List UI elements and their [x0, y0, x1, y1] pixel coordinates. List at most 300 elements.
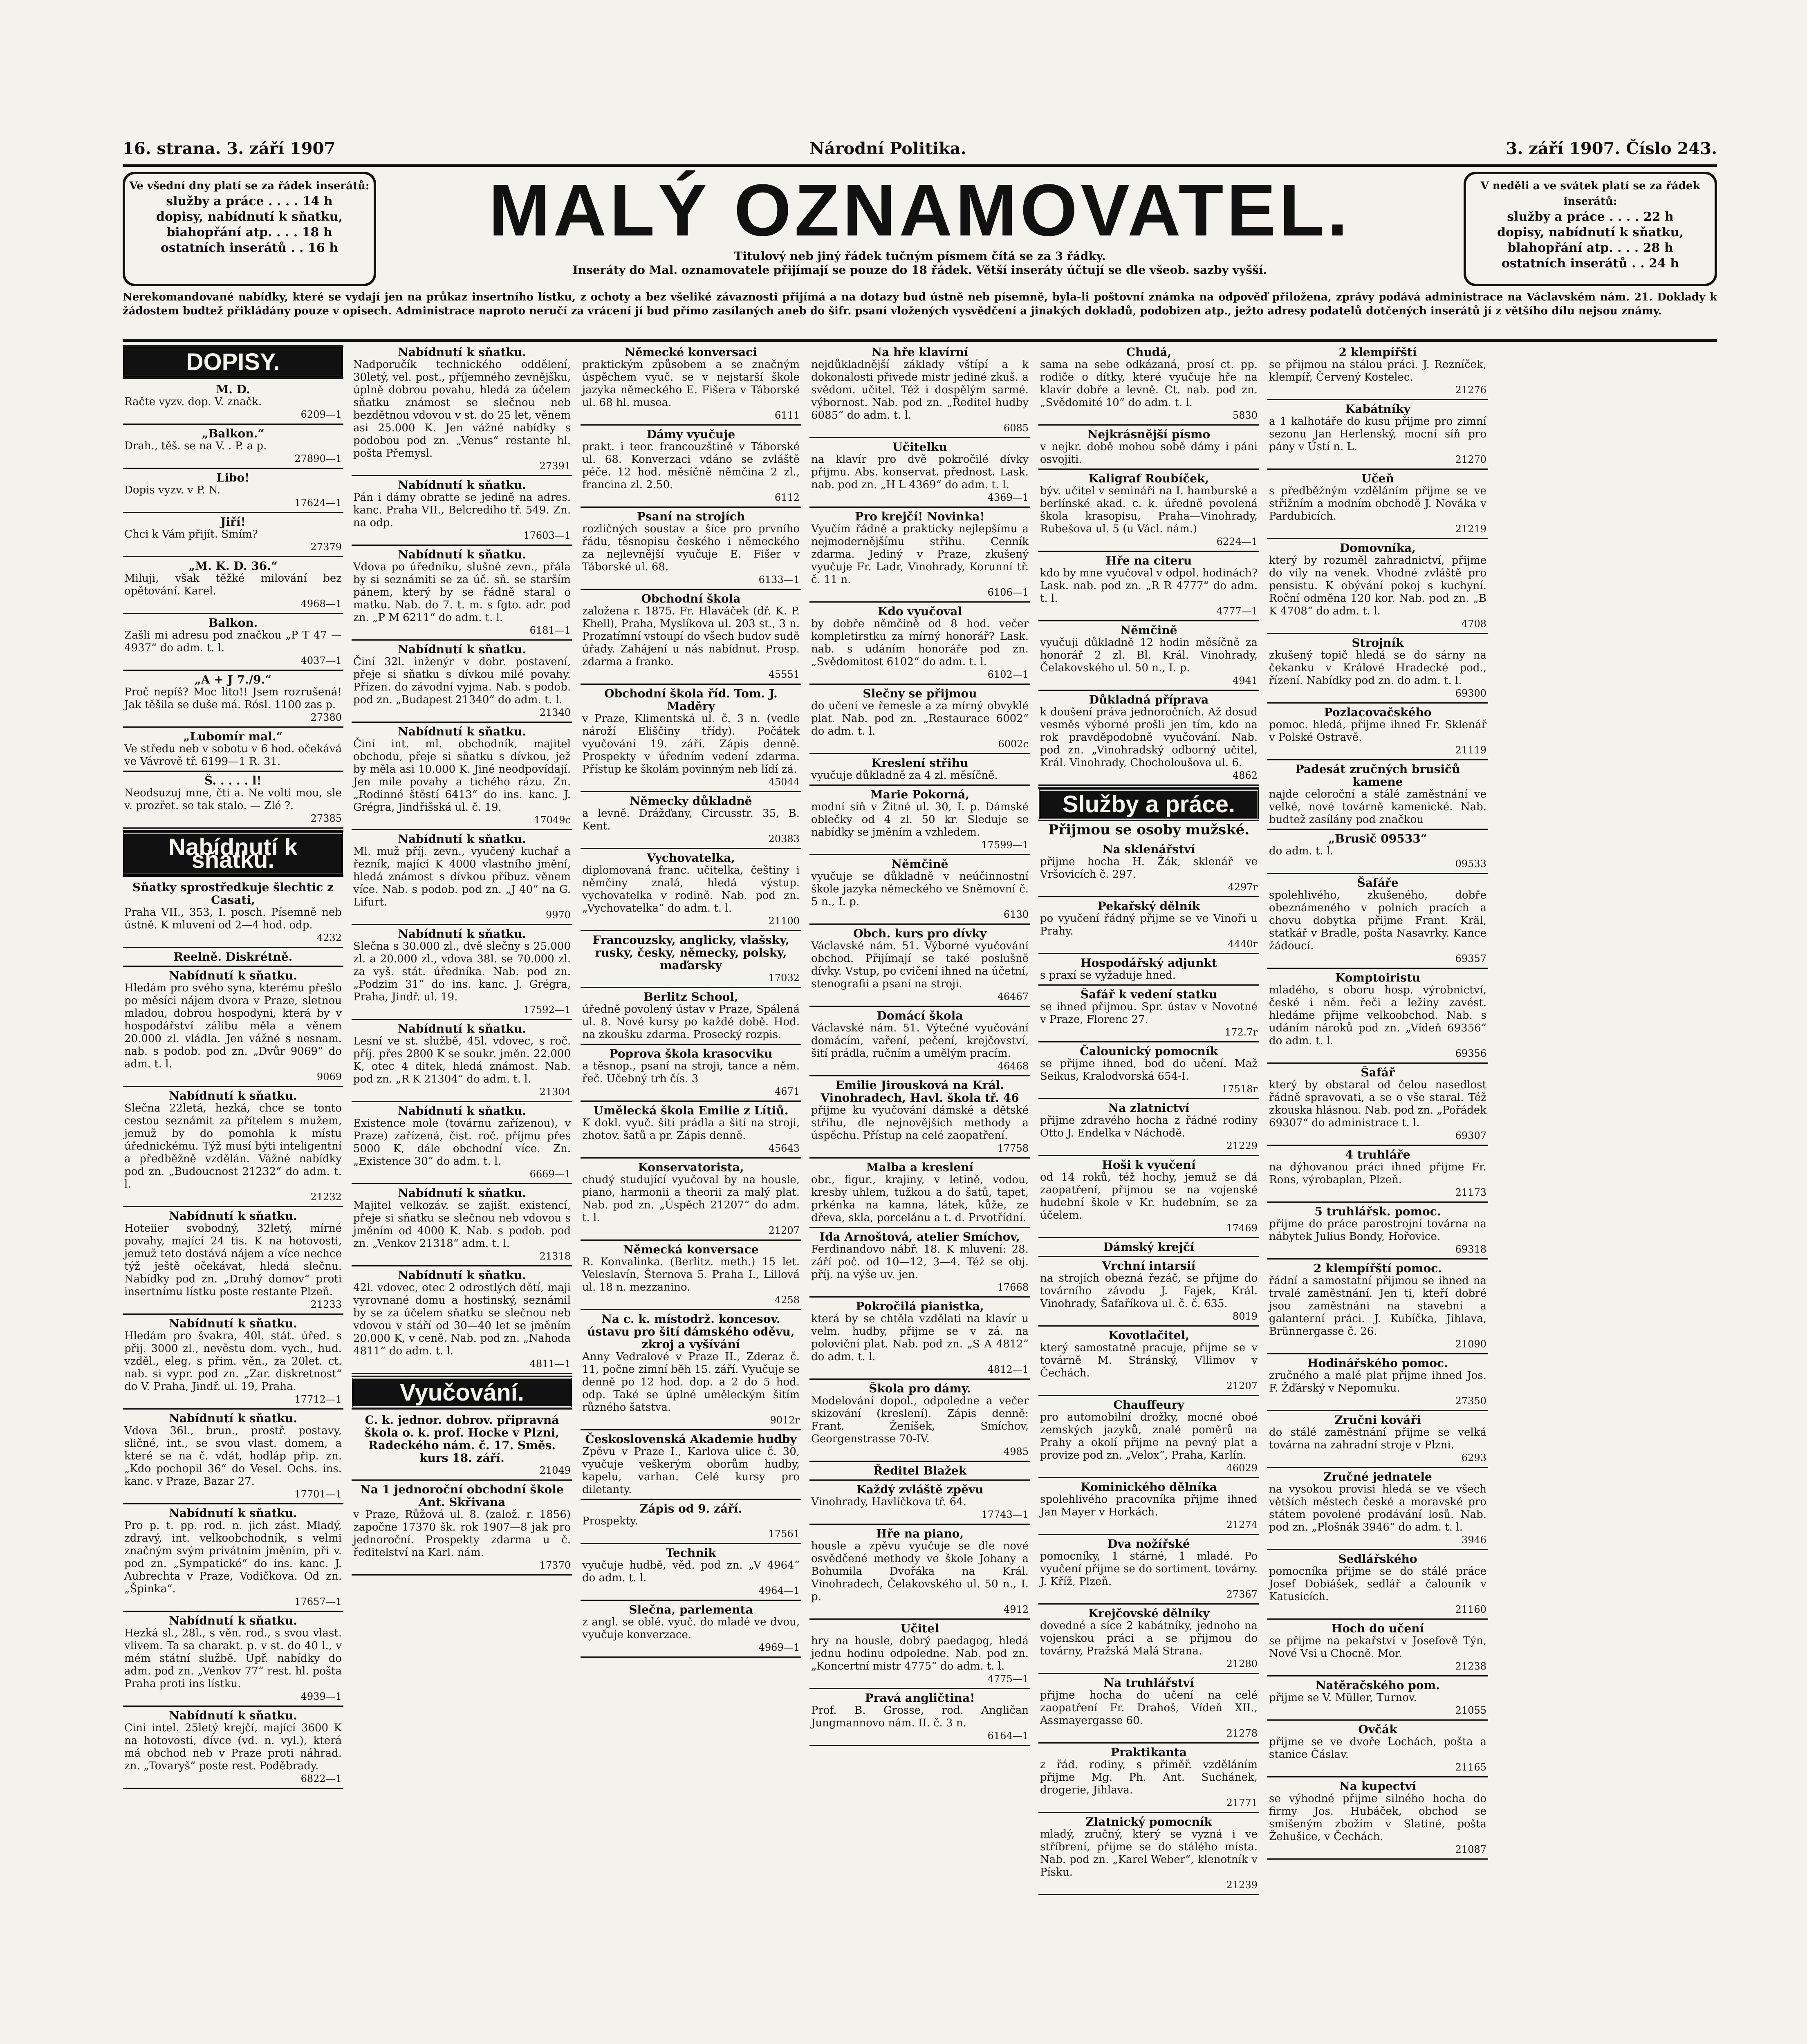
- classified-ad: [1038, 1813, 1259, 1895]
- ad-heading: Nabídnutí k sňatku.: [398, 1269, 526, 1282]
- classified-ad: [352, 925, 572, 1020]
- ad-number: 21173: [1455, 1187, 1486, 1198]
- ad-body: Ve středu neb v sobotu v 6 hod. očekává ve Vávrově tř. 6199—1 R. 31.: [124, 743, 342, 768]
- weekday-rates-box: [123, 172, 376, 286]
- classified-ad: [1267, 1203, 1488, 1260]
- administration-notice: Nerekomandované nabídky, které se vydají jen na průkaz insertního lístku, z ochoty a bez všeliké závaznosti přijímá a na dotazy bud ústně neb písemně, byla-li poštovní známka na odpověď přiložena, zprávy podává administrace na Václavském nám. 21. Doklady k žádostem budtež přikládány pouze v opisech. Administrace naproto neručí za vrácení jí bud přímo zasílaných aneb do šifr. psaní vložených vysvědčení a jinakých dokladů, podobizen atp., ježto adresy podatelů dotčených inserátů jí z většího dílu nejsou známy.: [123, 291, 1717, 317]
- ad-body: a těsnop., psaní na stroji, tance a něm. řeč. Učebný trh čís. 3: [582, 1060, 800, 1085]
- classified-ad: [123, 1087, 343, 1207]
- ad-body: Neodsuzuj mne, čti a. Ne volti mou, sle v. prozřet. se tak stalo. — Zlé ?.: [124, 787, 342, 812]
- ad-body: pomoc. hledá, přijme ihned Fr. Sklenář v Polské Ostravě.: [1269, 719, 1486, 744]
- ad-number: 17049c: [534, 814, 571, 826]
- ad-heading: Čalounický pomocník: [1080, 1044, 1218, 1058]
- section-heading-sluzby: Služby a práce.: [1038, 789, 1259, 820]
- classified-ad: [352, 1266, 572, 1374]
- ad-heading: Sedlářského: [1338, 1552, 1417, 1566]
- ad-number: 17712—1: [294, 1394, 342, 1405]
- ad-heading: Kaligraf Roubíček,: [1088, 472, 1209, 485]
- ad-body: Hledám pro švakra, 40l. stát. úřed. s přij. 3000 zl., nevěstu dom. vych., hud. vzděl., eleg. s přim. věn., za 20let. ct. nab. si vypr. pod zn. „Zar. diskretnost“ do V. Praha, Jindř. ul. 19, Praha.: [124, 1330, 342, 1393]
- ad-body: v Praze, Klimentská ul. č. 3 n. (vedle nároží Eliščiny třídy). Počátek vyučování 19. září. Zápis denně. Prospekty v úředním vedení zdarma. Přístup ke školám povinným neb lídí zá.: [582, 713, 800, 775]
- ad-heading: Š. . . . . l!: [204, 774, 262, 787]
- ad-heading: Chudá,: [1126, 345, 1172, 359]
- ad-number: 17668: [997, 1282, 1029, 1293]
- ad-body: spolehlivého, zkušeného, dobře obeznámeného v polních pracích a chovu dobytka přijme Frant. Kräl, statkář v Bradle, pošta Nasavrky. Kance žádoucí.: [1269, 889, 1486, 952]
- ad-number: 4985: [1003, 1446, 1029, 1457]
- ad-body: Majitel velkozáv. se zajišt. existencí, přeje si sňatku se slečnou neb vdovou s jměním od 4000 K. Nab. s podob. pod zn. „Venkov 21318“ adm. t. l.: [353, 1199, 571, 1250]
- ad-number: 17701—1: [294, 1488, 342, 1500]
- classified-ad: [1038, 691, 1259, 786]
- ad-body: pro automobilní drožky, mocné oboé zemských jazyků, znalé poměrů na Prahy a okolí přijme na pevný plat a provize pod zn. „Velox“, Praha, Karlín.: [1040, 1411, 1258, 1461]
- ad-heading: Nabídnutí k sňatku.: [398, 1186, 526, 1200]
- ad-body: rozličných soustav a šíce pro prvního řádu, těsnopisu českého i německého za nejlevnější vyučuje E. Fišer v Táborské ul. 68.: [582, 523, 800, 573]
- ad-heading: Nabídnutí k sňatku.: [398, 832, 526, 846]
- ad-body: Činí int. ml. obchodník, majitel obchodu, přeje si sňatku s dívkou, jež by měla asi 10.000 K. Jiné neodpovídají. Jen mile povahy a tichého rázu. Zn. „Rodinné štěstí 6413“ do ins. kanc. J. Grégra, Jindřišská ul. č. 19.: [353, 738, 571, 814]
- classified-ad: [1267, 1064, 1488, 1146]
- section-heading-snatky: Nabídnutí k sňatku.: [123, 832, 343, 875]
- ad-number: 21090: [1455, 1338, 1486, 1350]
- ad-number: 21219: [1455, 523, 1486, 535]
- ad-body: do učení ve řemesle a za mírný obvyklé plat. Nab. pod zn. „Restaurace 6002“ do adm. t. l.: [811, 700, 1029, 737]
- ad-number: 17592—1: [523, 1004, 571, 1015]
- ad-number: 21233: [310, 1299, 342, 1310]
- ad-heading: Slečny se přijmou: [863, 687, 977, 700]
- weekday-rate-line: ostatních inserátů . . 16 h: [160, 241, 339, 255]
- ad-body: po vyučení řádný přijme se ve Vinoři u Prahy.: [1040, 912, 1258, 937]
- classified-ad: [581, 1544, 801, 1601]
- ad-heading: „A + J 7./9.“: [194, 673, 272, 686]
- ad-number: 27350: [1455, 1395, 1486, 1407]
- ad-body: Slečna 22letá, hezká, chce se tonto cestou seznámit za přítelem s mužem, jemuž by do pomohla k místu úřednickému. Týž musí býti inteligentní a předběžně vzdělán. Vážné nabídky pod zn. „Budoucnost 21232“ do adm. t. l.: [124, 1102, 342, 1190]
- ad-heading: Malba a kreslení: [866, 1161, 974, 1174]
- classified-ad: [1267, 1354, 1488, 1411]
- classified-ad: [809, 1228, 1030, 1298]
- classified-ad: [1038, 897, 1259, 954]
- classified-ad: [581, 1045, 801, 1102]
- ad-number: 9069: [316, 1071, 342, 1083]
- ad-heading: Německé konversaci: [625, 345, 757, 359]
- ad-number: 21304: [539, 1086, 571, 1098]
- ad-number: 6106—1: [987, 587, 1029, 598]
- ad-heading: C. k. jednor. dobrov. připravná škola o. k. prof. Hocke v Plzni, Radeckého nám. č. 17. Směs. kurs 18. září.: [365, 1413, 559, 1465]
- ad-number: 6164—1: [987, 1730, 1029, 1741]
- ad-heading: Kreslení střihu: [871, 756, 969, 770]
- ad-heading: Technik: [666, 1546, 716, 1560]
- classified-ad: [1267, 1260, 1488, 1354]
- ad-body: sama na sebe odkázaná, prosí ct. pp. rodiče o dítky, které vyučuje hře na klavír dobře a levně. Ct. nab. pod zn. „Svědomité 10“ do adm. t. l.: [1040, 359, 1258, 409]
- classified-ad: [352, 723, 572, 830]
- ad-number: 8019: [1232, 1311, 1258, 1322]
- ad-heading: Pokročilá pianistka,: [856, 1300, 984, 1313]
- ad-heading: 2 klempířští pomoc.: [1313, 1262, 1442, 1275]
- classified-ad: [352, 1020, 572, 1102]
- ad-number: 21055: [1455, 1705, 1486, 1716]
- classified-columns: [123, 343, 1717, 2044]
- ad-body: v nejkr. době mohou sobě dámy i páni osvojiti.: [1040, 441, 1258, 466]
- classified-ad: [1038, 986, 1259, 1042]
- ad-number: 9970: [545, 909, 571, 921]
- ad-heading: Natěračského pom.: [1316, 1679, 1440, 1692]
- ad-number: 21278: [1226, 1728, 1258, 1739]
- holiday-rates-box: [1464, 172, 1717, 286]
- ad-number: 21318: [539, 1251, 571, 1262]
- classified-ad: [809, 508, 1030, 603]
- ad-heading: Kovotlačitel,: [1108, 1329, 1189, 1342]
- ad-heading: Nabídnutí k sňatku.: [169, 1412, 297, 1425]
- ad-body: na vysokou provisi hledá se ve všech větších městech české a moravské pro státem povolené prodávání losů. Nab. pod zn. „Plošnák 3946“ do adm. t. l.: [1269, 1483, 1486, 1533]
- classified-ad: [123, 614, 343, 671]
- weekday-rate-line: dopisy, nabídnutí k sňatku,: [156, 210, 343, 224]
- ad-heading: Nabídnutí k sňatku.: [398, 1022, 526, 1035]
- ad-number: 17032: [768, 972, 800, 984]
- classified-ad: [1038, 1535, 1259, 1605]
- classified-ad: [123, 671, 343, 728]
- ad-heading: Německy důkladně: [630, 794, 752, 808]
- masthead-sub2: Inseráty do Mal. oznamovatele přijímají se pouze do 18 řádek. Větší inseráty účtují se dle všeob. sazby vyšší.: [572, 263, 1267, 277]
- column-1-ads: [123, 381, 343, 829]
- ad-heading: Každý zvláště zpěvu: [856, 1483, 984, 1496]
- ad-heading: Šafář: [1361, 1066, 1395, 1079]
- ad-number: 21276: [1455, 384, 1486, 396]
- header-left: 16. strana. 3. září 1907: [123, 139, 336, 158]
- classified-ad: [1038, 343, 1259, 426]
- masthead-sub1: Titulový neb jiný řádek tučným písmem čítá se za 3 řádky.: [734, 249, 1106, 263]
- classified-ad: [1267, 760, 1488, 830]
- ad-body: hry na housle, dobrý paedagog, hledá jednu hodinu odpoledne. Nab. pod zn. „Koncertní mistr 4775“ do adm. t. l.: [811, 1635, 1029, 1672]
- ad-body: Račte vyzv. dop. V. značk.: [124, 396, 262, 408]
- column-5-ads: [1038, 343, 1259, 786]
- ad-number: 21280: [1226, 1658, 1258, 1670]
- ad-heading: Hře na citeru: [1105, 554, 1192, 567]
- ad-heading: Nabídnutí k sňatku.: [169, 1614, 297, 1627]
- classified-ad: [809, 786, 1030, 855]
- ad-heading: Ředitel Blažek: [873, 1464, 966, 1477]
- classified-ad: [1267, 874, 1488, 969]
- ad-heading: Německá konversace: [623, 1243, 759, 1256]
- ad-heading: Jiří!: [220, 515, 246, 529]
- classified-ad: [352, 343, 572, 476]
- ad-body: housle a zpěvu vyučuje se dle nové osvědčené methody ve škole Johany a Bohumila Dvořáka na Král. Vinohradech, Čelakovského ul. 50 n., I. p.: [811, 1540, 1029, 1603]
- ad-number: 6181—1: [529, 625, 571, 636]
- ad-body: dovedné a síce 2 kabátníky, jednoho na vojenskou práci a se přijmou do továrny, Pražská Malá Strana.: [1040, 1620, 1258, 1657]
- classified-ad: [1038, 954, 1259, 986]
- classified-ad: [352, 1184, 572, 1266]
- ad-heading: Zručné jednatele: [1323, 1470, 1432, 1484]
- ad-number: 6293: [1461, 1452, 1486, 1464]
- weekday-rate-line: biahopřání atp. . . . 18 h: [166, 225, 332, 240]
- ad-body: který by obstaral od čelou nasedlost řádně spravovati, a se o vše staral. Též zkouska hlásnou. Nab. pod zn. „Pořádek 69307“ do administrace t. l.: [1269, 1079, 1486, 1129]
- ad-heading: Ida Arnoštová, atelier Smíchov,: [819, 1230, 1020, 1244]
- ad-heading: Dámský krejčí: [1103, 1240, 1195, 1254]
- column-5b-ads: [1038, 840, 1259, 1895]
- ad-number: 21100: [768, 915, 800, 927]
- ad-heading: Na kupectví: [1339, 1780, 1416, 1793]
- column-2-ads: [352, 343, 572, 1374]
- classified-ad: [1038, 1257, 1259, 1327]
- ad-heading: „Lubomír mal.“: [183, 730, 283, 743]
- classified-ad: [352, 476, 572, 546]
- ad-heading: M. D.: [216, 383, 250, 396]
- ad-heading: Hře na piano,: [876, 1527, 964, 1540]
- classified-ad: [581, 1601, 801, 1658]
- classified-ad: [809, 1462, 1030, 1481]
- ad-heading: Slečna, parlementa: [629, 1603, 753, 1616]
- classified-ad: [123, 557, 343, 614]
- ad-number: 172.7r: [1224, 1026, 1258, 1038]
- ad-heading: Marie Pokorná,: [870, 788, 970, 801]
- ad-body: na dýhovanou práci ihned přijme Fr. Rons, výrobaplan, Plzeň.: [1269, 1161, 1486, 1186]
- classified-ad: [1038, 552, 1259, 621]
- ad-number: 6822—1: [300, 1773, 342, 1784]
- ad-number: 45643: [768, 1143, 800, 1154]
- ad-heading: Kominického dělníka: [1081, 1480, 1217, 1494]
- ad-number: 69318: [1455, 1244, 1486, 1255]
- ad-heading: Na c. k. místodrž. koncesov. ústavu pro šití dámského oděvu, zkroj a vyšívání: [587, 1312, 795, 1351]
- ad-heading: Domácí škola: [877, 1009, 963, 1022]
- classified-ad: [809, 1380, 1030, 1462]
- ad-body: praktickým způsobem a se značným úspěchem vyuč. se v nejstarší škole jazyka německého E. Fišera v Táborské ul. 68 hl. musea.: [582, 359, 800, 409]
- classified-ad: [1038, 1478, 1259, 1535]
- ad-number: 4369—1: [987, 492, 1029, 503]
- classified-ad: [1267, 634, 1488, 704]
- ad-body: Proč nepíš? Moc lito!! Jsem rozrušená! Jak těšila se duše má. Rósl. 1100 zas p.: [124, 686, 342, 711]
- ad-number: 27367: [1226, 1589, 1258, 1600]
- ad-body: vyučuje důkladně za 4 zl. měsíčně.: [811, 769, 998, 782]
- ad-body: modní síň v Žitné ul. 30, I. p. Dámské oblečky od 4 zl. 50 kr. Sleduje se nabídky se jměním a vzhledem.: [811, 801, 1029, 838]
- classified-ad: [1038, 426, 1259, 470]
- ad-body: kdo by mne vyučoval v odpol. hodinách? Lask. nab. pod zn. „R R 4777“ do adm. t. l.: [1040, 567, 1258, 605]
- ad-heading: Reelně. Diskrétně.: [173, 950, 293, 964]
- ad-body: která by se chtěla vzdělati na klavír u velm. hudby, přijme se v zá. na poloviční plat. Nab. pod zn. „S A 4812“ do adm. t. l.: [811, 1313, 1029, 1363]
- ad-body: Vdova 36l., brun., prostř. postavy, sličné, int., se svou vlast. domem, a které se na č. vdát, hodláp přip. zn. „Kdo pochopil 36“ do Vesel. Ochs. ins. kanc. v Praze, Bazar 27.: [124, 1425, 342, 1488]
- classified-ad: [1038, 1674, 1259, 1744]
- classified-ad: [581, 1500, 801, 1544]
- classified-ad: [123, 513, 343, 557]
- ad-body: by dobře němčině od 8 hod. večer kompletirstku za mírný honorář? Lask. nab. s udáním honoráře pod zn. „Svědomitost 6102“ do adm. t. l.: [811, 618, 1029, 668]
- classified-ad: [1267, 830, 1488, 874]
- ad-body: přijme se V. Müller, Turnov.: [1269, 1692, 1417, 1704]
- ad-number: 4775—1: [987, 1673, 1029, 1685]
- classified-ad: [1038, 840, 1259, 897]
- ad-heading: Kabátníky: [1345, 402, 1410, 416]
- ad-heading: Československá Akademie hudby: [585, 1432, 797, 1446]
- ad-number: 27385: [310, 813, 342, 824]
- ad-heading: Na 1 jednoroční obchodní škole Ant. Skřivana: [360, 1483, 564, 1509]
- ad-body: který samostatně pracuje, přijme se v továrně M. Stránský, Vllimov v Čechách.: [1040, 1342, 1258, 1379]
- ad-number: 17469: [1226, 1222, 1258, 1234]
- classified-ad: [581, 931, 801, 988]
- ad-heading: Dámy vyučuje: [646, 428, 735, 441]
- ad-body: mladého, s oboru hosp. výrobnictví, české i něm. řeči a ležiny zavést. hledáme přijme velkoobchod. Nab. s udáním nároků pod zn. „Vídeň 69356“ do adm. t. l.: [1269, 984, 1486, 1047]
- ad-body: Cini intel. 25letý krejčí, mající 3600 K na hotovosti, dívce (vd. n. vyl.), která má obchod neb v Praze proti náhrad. zn. „Tovaryš“ poste rest. Poděbrady.: [124, 1722, 342, 1772]
- classified-ad: [1267, 1411, 1488, 1468]
- ad-body: Pro p. t. pp. rod. n. jich zást. Mladý, zdravý, int. velkoobchodník, s velmi značným svým privátním jměním, při v. pod zn. „Sympatické“ do ins. kanc. J. Aubrechta v Praze, Vodičkova. Od zn. „Špinka“.: [124, 1520, 342, 1595]
- ad-body: diplomovaná franc. učitelka, češtiny i němčiny znalá, hledá výstup. vychovatelka v rodině. Nab. pod zn. „Vychovatelka“ do adm. t. l.: [582, 864, 800, 914]
- ad-number: 17603—1: [523, 530, 571, 541]
- ad-body: Ml. muž příj. zevn., vyučený kuchař a řezník, mající K 4000 vlastního jmění, hledá známost s dívkou příbuz. věnem více. Nab. s podob. pod zn. „J 40“ na G. Lifurt.: [353, 845, 571, 908]
- ad-heading: Nabídnutí k sňatku.: [169, 1089, 297, 1103]
- column-4: [809, 343, 1030, 2044]
- ad-body: pomocníka přijme se do stálé práce Josef Dobiášek, sedlář a čalouník v Katusicích.: [1269, 1565, 1486, 1603]
- ad-number: 46468: [997, 1060, 1029, 1072]
- ad-number: 17758: [997, 1143, 1029, 1154]
- ad-heading: Hoch do učení: [1331, 1622, 1424, 1635]
- ad-number: 27890—1: [294, 453, 342, 464]
- classified-ad: [352, 1411, 572, 1481]
- classified-ad: [123, 1612, 343, 1707]
- ad-number: 21160: [1455, 1604, 1486, 1615]
- ad-number: 27379: [310, 541, 342, 553]
- ad-number: 6102—1: [987, 669, 1029, 680]
- ad-number: 69356: [1455, 1048, 1486, 1059]
- ad-body: do stálé zaměstnání přijme se velká továrna na zahradní stroje v Plzni.: [1269, 1426, 1486, 1451]
- ad-heading: Krejčovské dělníky: [1088, 1607, 1210, 1620]
- ad-body: se ihned přijmou. Spr. ústav v Novotné v Praze, Florenc 27.: [1040, 1001, 1258, 1026]
- classified-ad: [581, 1102, 801, 1159]
- classified-ad: [352, 830, 572, 925]
- ad-number: 69307: [1455, 1130, 1486, 1141]
- ad-number: 17370: [539, 1560, 571, 1571]
- ad-body: a levně. Drážďany, Circusstr. 35, B. Kent.: [582, 807, 800, 832]
- classified-ad: [352, 641, 572, 723]
- ad-body: k doušení práva jednoročních. Až dosud vesměs výborné prošli jen tím, kdo na rok pravděpodobně vyučování. Nab. pod zn. „Vinohradský odborný učitel, Král. Vinohrady, Chocholoušova ul. 6.: [1040, 706, 1258, 769]
- holiday-rate-line: ostatních inserátů . . 24 h: [1501, 256, 1679, 271]
- ad-number: 6130: [1003, 909, 1029, 920]
- ad-number: 4964—1: [758, 1585, 800, 1596]
- ad-body: Pán i dámy obratte se jedině na adres. kanc. Praha VII., Belcrediho tř. 549. Zn. na odp.: [353, 491, 571, 529]
- ad-body: Existence mole (továrnu zařízenou), v Praze) zařízená, čist. roč. příjmu přes 5000 K, dále obchodní více. Zn. „Existence 30“ do adm. t. l.: [353, 1117, 571, 1168]
- classified-ad: [809, 1525, 1030, 1620]
- classified-ad: [581, 849, 801, 931]
- weekday-rate-line: služby a práce . . . . 14 h: [166, 194, 333, 208]
- masthead-title: MALÝ OZNAMOVATEL.: [489, 169, 1351, 251]
- ad-body: 42l. vdovec, otec 2 odrostlých dětí, maji vyrovnané domu a hostinský, seznámil by se za účelem sňatku se slečnou neb vdovou v stáří od 30—40 let se jměním 20.000 K, v ceně. Nab. pod zn. „Nahoda 4811“ do adm. t. l.: [353, 1282, 571, 1357]
- page-header: [123, 139, 1717, 164]
- classified-ad: [1267, 1676, 1488, 1721]
- ad-number: 69357: [1455, 953, 1486, 964]
- ad-heading: Berlitz School,: [643, 990, 738, 1004]
- header-rule: [123, 164, 1717, 167]
- ad-body: chudý studující vyučoval by na housle, piano, harmonii a theorii za malý plat. Nab. pod zn. „Úspěch 21207“ do adm. t. l.: [582, 1174, 800, 1224]
- ad-body: na strojích obezná řezáč, se přijme do továrního závodu J. Fajek, Král. Vinohrady, Šafaříkova ul. č. č. 635.: [1040, 1272, 1258, 1310]
- ad-heading: Na zlatnictví: [1108, 1101, 1190, 1115]
- ad-heading: Chauffeury: [1113, 1398, 1184, 1412]
- ad-number: 4671: [774, 1086, 800, 1097]
- ad-body: Drah., těš. se na V. . P. a p.: [124, 440, 267, 452]
- ad-body: Chci k Vám přijít. Smím?: [124, 528, 258, 540]
- ad-heading: Nabídnutí k sňatku.: [398, 548, 526, 561]
- section-heading-dopisy: DOPISY.: [123, 347, 343, 377]
- column-1: [123, 343, 343, 2044]
- ad-heading: Na sklenářství: [1103, 843, 1195, 856]
- subsection-heading-prijmou: Přijmou se osoby mužské.: [1048, 822, 1250, 838]
- ad-number: 4939—1: [300, 1691, 342, 1702]
- classified-ad: [809, 1007, 1030, 1076]
- ad-heading: 2 klempířští: [1338, 345, 1417, 359]
- ad-heading: Nabídnutí k sňatku.: [398, 725, 526, 738]
- ad-heading: Emilie Jirousková na Král. Vinohradech, Havl. škola tř. 46: [821, 1078, 1019, 1105]
- ad-body: býv. učitel v semináři na I. hamburské a berlínské akad. c. k. úředně povolená škola krasopisu, Praha—Vinohrady, Rubešova ul. 5 (u Václ. nám.): [1040, 485, 1258, 535]
- ad-heading: Nabídnutí k sňatku.: [169, 1506, 297, 1520]
- classified-ad: [1038, 1605, 1259, 1674]
- ad-heading: Němčině: [1120, 623, 1177, 637]
- ad-body: se přijmou na stálou práci. J. Rezníček, klempíř, Červený Kostelec.: [1269, 359, 1486, 383]
- ad-body: vyučuje se důkladně v neúčinnostní škole jazyka německého ve Sněmovní č. 5 n., I. p.: [811, 870, 1029, 908]
- ad-number: 21771: [1226, 1797, 1258, 1809]
- ad-body: pomocníky, 1 stárné, 1 mladé. Po vyučení přijme se do sortiment. továrny. J. Kříž, Plzeň.: [1040, 1550, 1258, 1588]
- ad-heading: Poprova škola krasocviku: [609, 1047, 773, 1060]
- ad-number: 21238: [1455, 1661, 1486, 1672]
- newspaper-page: [123, 139, 1717, 2044]
- ad-number: 27391: [539, 460, 571, 472]
- classified-ad: [581, 590, 801, 685]
- ad-number: 9012r: [770, 1414, 800, 1426]
- ad-body: z řád. rodiny, s přiměř. vzděláním přijme Mg. Ph. Ant. Suchánek, drogerie, Jihlava.: [1040, 1759, 1258, 1796]
- ad-heading: Nejkrásnější písmo: [1087, 428, 1211, 441]
- ad-heading: Šafář k vedení statku: [1081, 988, 1217, 1001]
- ad-body: přijme hocha H. Žák, sklenář ve Vršovicích č. 297.: [1040, 856, 1258, 881]
- ad-number: 6111: [774, 410, 800, 421]
- ad-body: s předběžným vzděláním přijme se ve střižním a modním obchodě J. Nováka v Pardubicích.: [1269, 485, 1486, 522]
- ad-heading: Důkladná příprava: [1089, 693, 1209, 706]
- classified-ad: [581, 1310, 801, 1430]
- ad-heading: Hospodářský adjunkt: [1081, 956, 1217, 970]
- ad-heading: Hoši k vyučení: [1102, 1158, 1196, 1172]
- ad-heading: Nabídnutí k sňatku.: [169, 1317, 297, 1330]
- ad-body: spolehlivého pracovníka přijme ihned Jan Mayer v Horkách.: [1040, 1493, 1258, 1518]
- ad-number: 21274: [1226, 1519, 1258, 1531]
- column-6-ads: [1267, 343, 1488, 1860]
- ad-number: 21207: [768, 1225, 800, 1236]
- banner-rule: [123, 339, 1717, 342]
- ad-body: přijme ku vyučování dámské a dětské střihu, dle nejnovějších methody a úspěchu. Přístup na celé zaopatření.: [811, 1104, 1029, 1142]
- ad-body: úředně povolený ústav v Praze, Spálená ul. 8. Nové kursy po každé době. Hod. na zkoušku zdarma. Prosecký rozpis.: [582, 1003, 800, 1041]
- ad-number: 4912: [1003, 1604, 1029, 1615]
- ad-body: Nadporučík technického oddělení, 30letý, vel. post., příjemného zevnějšku, úplně dobrou povahu, hledá za účelem sňatku známost se slečnou neb bezdětnou vdovou v st. do 25 let, věnem asi 25.000 K. Jen vážné nabídky s podobou pod zn. „Venus“ restante hl. pošta Přemysl.: [353, 359, 571, 459]
- classified-ad: [123, 1410, 343, 1504]
- ad-body: Prof. B. Grosse, rod. Angličan Jungmannovo nám. II. č. 3 n.: [811, 1704, 1029, 1729]
- ad-body: Slečna s 30.000 zl., dvě slečny s 25.000 zl. a 20.000 zl., vdova 38l. se 70.000 zl. za vyš. stát. úředníka. Nab. pod zn. „Podzim 31“ do ins. kanc. J. Grégra, Praha, Jindř. ul. 19.: [353, 940, 571, 1003]
- classified-ad: [1267, 1777, 1488, 1860]
- ad-heading: Sňatky sprostředkuje šlechtic z Casati,: [132, 881, 334, 907]
- ad-heading: Francouzsky, anglicky, vlašsky, rusky, česky, německy, polsky, maďarsky: [592, 933, 789, 972]
- ad-heading: Balkon.: [208, 616, 258, 630]
- classified-ad: [581, 426, 801, 508]
- ad-number: 69300: [1455, 688, 1486, 699]
- classified-ad: [1038, 470, 1259, 552]
- ad-number: 17624—1: [294, 497, 342, 509]
- ad-heading: Hodinářského pomoc.: [1307, 1356, 1448, 1370]
- classified-ad: [581, 792, 801, 849]
- classified-ad: [1267, 1146, 1488, 1203]
- holiday-rates-title: V neděli a ve svátek platí se za řádek inserátů:: [1480, 180, 1700, 208]
- weekday-rates-title: Ve všední dny platí se za řádek inserátů:: [129, 180, 370, 192]
- ad-body: Václavské nám. 51. Výborné vyučování obchod. Přijímají se také poslušně dívky. Vstup, po cvičení ihned na účetní, stenografii a psaní na stroji.: [811, 940, 1029, 990]
- ad-body: se přijme na pekařství v Josefově Týn, Nové Vsi u Chocně. Mor.: [1269, 1635, 1486, 1660]
- classified-ad: [809, 1159, 1030, 1228]
- classified-ad: [1038, 1238, 1259, 1257]
- ad-number: 6112: [774, 492, 800, 503]
- ad-body: do adm. t. l.: [1269, 845, 1334, 857]
- classified-ad: [352, 1481, 572, 1576]
- classified-ad: [581, 685, 801, 792]
- ad-heading: Na hře klavírní: [871, 345, 969, 359]
- ad-heading: Zápis od 9. září.: [639, 1502, 742, 1515]
- ad-number: 27380: [310, 712, 342, 723]
- ad-body: přijme do práce parostrojní továrna na nábytek Julius Bondy, Hořovice.: [1269, 1218, 1486, 1243]
- classified-ad: [809, 1481, 1030, 1525]
- ad-number: 6085: [1003, 422, 1029, 434]
- ad-body: prakt. i teor. francouzštině v Táborské ul. 68. Konverzaci vdáno se zvláště péče. 12 hod. měsíčně němčina 2 zl., francina zl. 2.50.: [582, 441, 800, 491]
